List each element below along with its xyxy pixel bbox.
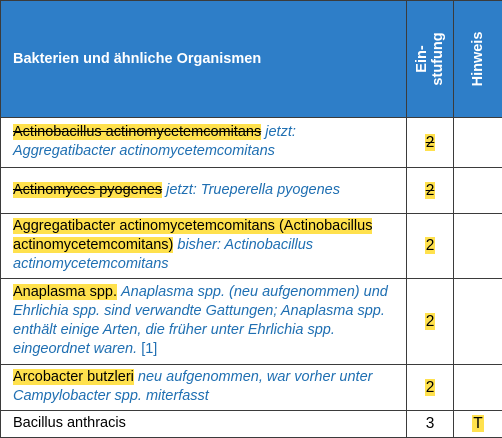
- column-header-einstufung: [407, 1, 454, 118]
- table-row: [1, 168, 502, 214]
- organism-note: jetzt: Aggregatibacter actinomycetemcomitans: [13, 124, 296, 159]
- einstufung-cell: [407, 214, 454, 279]
- einstufung-value: 2: [425, 182, 436, 199]
- einstufung-value: 2: [425, 134, 436, 151]
- einstufung-label-line1: Ein-: [414, 45, 430, 72]
- organism-cell: [1, 411, 407, 438]
- organism-note: neu aufgenommen, war vorher unter Campylobacter spp. miterfasst: [13, 369, 372, 404]
- hinweis-label: Hinweis: [470, 32, 486, 87]
- hinweis-value: T: [472, 415, 483, 432]
- organism-note: jetzt: Trueperella pyogenes: [166, 182, 340, 198]
- table-row: [1, 214, 502, 279]
- table-row: [1, 365, 502, 411]
- einstufung-value: 2: [425, 379, 436, 396]
- organism-name: Anaplasma spp.: [13, 284, 117, 300]
- table-row: [1, 118, 502, 168]
- einstufung-value: 3: [425, 415, 436, 432]
- hinweis-cell: [454, 214, 502, 279]
- hinweis-cell: [454, 411, 502, 438]
- organism-cell: [1, 214, 407, 279]
- column-header-hinweis: [454, 1, 502, 118]
- hinweis-cell: [454, 279, 502, 365]
- hinweis-cell: [454, 168, 502, 214]
- organism-note: bisher: Actinobacillus actinomycetemcomitans: [13, 237, 313, 272]
- organism-name: Aggregatibacter actinomycetemcomitans (Actinobacillus actinomycetemcomitans): [13, 218, 372, 253]
- organism-cell: [1, 365, 407, 411]
- organism-cell: [1, 168, 407, 214]
- einstufung-label-line2: stufung: [430, 32, 446, 85]
- hinweis-cell: [454, 118, 502, 168]
- einstufung-cell: [407, 365, 454, 411]
- organism-name: Bacillus anthracis: [13, 415, 126, 431]
- organism-cell: [1, 279, 407, 365]
- table-row: [1, 279, 502, 365]
- einstufung-cell: [407, 168, 454, 214]
- einstufung-value: 2: [425, 237, 436, 254]
- table-row: [1, 411, 502, 438]
- einstufung-cell: [407, 279, 454, 365]
- einstufung-cell: [407, 118, 454, 168]
- organism-note: Anaplasma spp. (neu aufgenommen) und Ehrlichia spp. sind verwandte Gattungen; Anaplasma spp. enthält einige Arten, die früher unter Ehrlichia spp. eingeordnet waren.: [13, 284, 388, 357]
- table-header-row: [1, 1, 502, 118]
- reference-link[interactable]: [1]: [141, 341, 157, 357]
- hinweis-cell: [454, 365, 502, 411]
- einstufung-cell: [407, 411, 454, 438]
- organism-name: Actinobacillus actinomycetemcomitans: [13, 124, 261, 140]
- organism-cell: [1, 118, 407, 168]
- organism-name: Actinomyces pyogenes: [13, 182, 162, 198]
- einstufung-value: 2: [425, 313, 436, 330]
- organism-name: Arcobacter butzleri: [13, 369, 134, 385]
- column-header-organism: Bakterien und ähnliche Organismen: [1, 1, 407, 118]
